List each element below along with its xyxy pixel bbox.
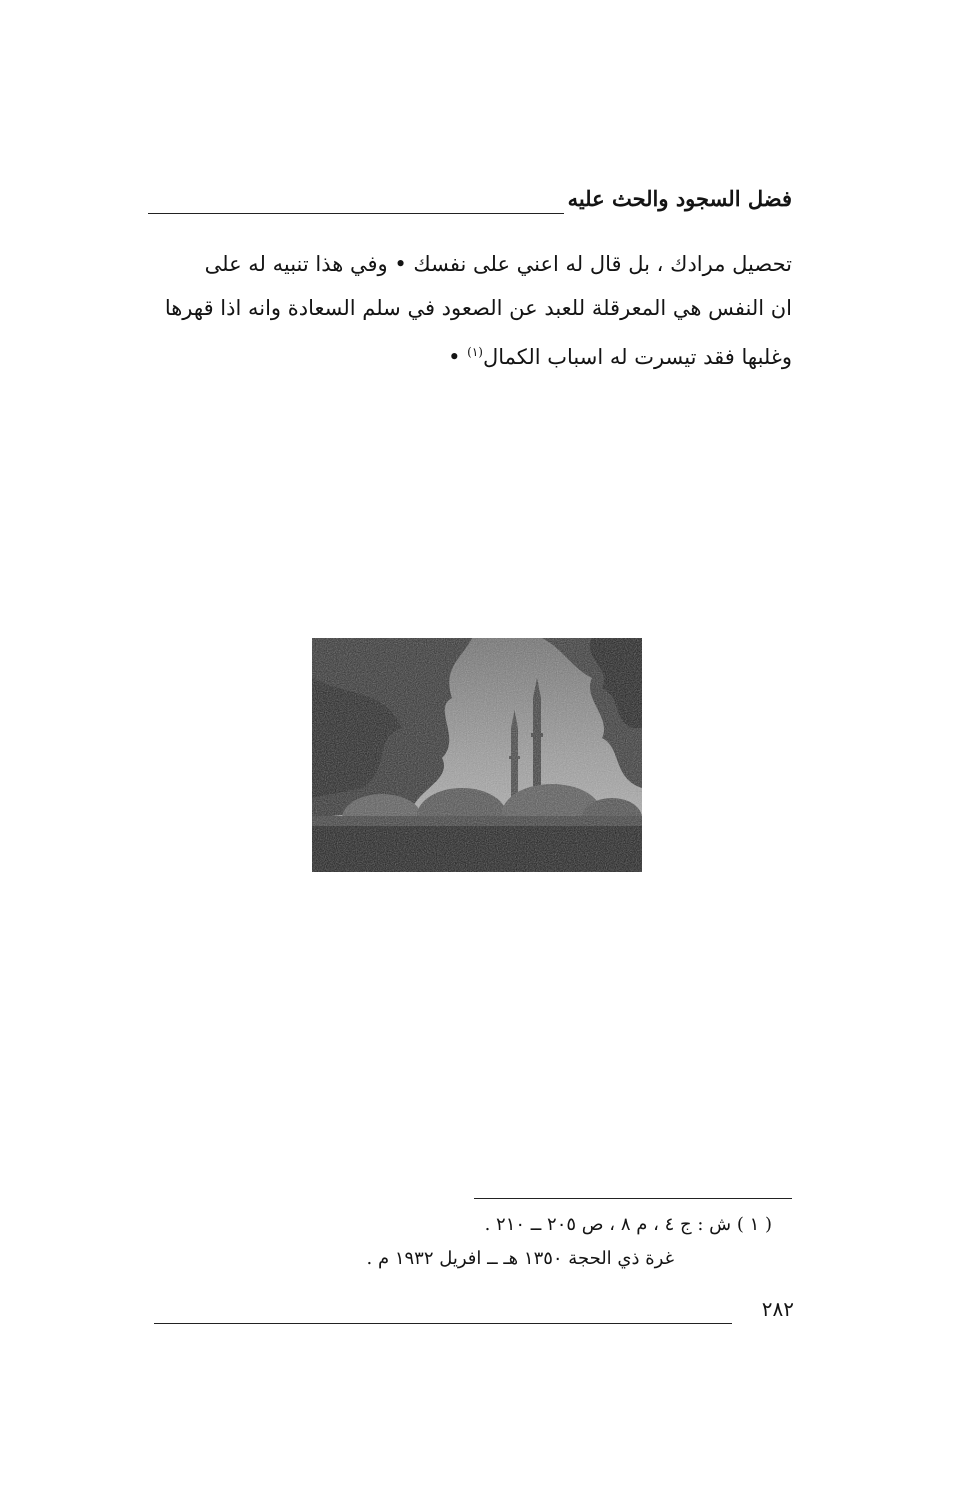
body-line: تحصيل مرادك ، بل قال له اعني على نفسك • وفي هذا تنبيه له على bbox=[204, 252, 792, 276]
mosque-photo bbox=[312, 638, 642, 872]
mosque-photo-graphic bbox=[312, 638, 642, 872]
page-footer bbox=[154, 1294, 794, 1328]
footer-rule bbox=[154, 1323, 732, 1324]
page-header bbox=[148, 184, 792, 218]
body-line: ان النفس هي المعرقلة للعبد عن الصعود في سلم السعادة وانه اذا قهرها bbox=[164, 296, 792, 320]
end-mark: • bbox=[448, 345, 468, 369]
body-paragraph bbox=[146, 242, 792, 379]
page-number: ٢٨٢ bbox=[761, 1297, 794, 1321]
body-line-last bbox=[146, 330, 792, 379]
footnote-rule bbox=[474, 1198, 792, 1199]
footnote bbox=[250, 1208, 772, 1276]
page-title: فضل السجود والحث عليه bbox=[564, 184, 792, 214]
body-line-text: وغلبها فقد تيسرت له اسباب الكمال bbox=[482, 345, 792, 369]
footnote-reference: (١) bbox=[467, 345, 483, 359]
footnote-line: ( ١ ) ش : ج ٤ ، م ٨ ، ص ٢٠٥ ــ ٢١٠ . bbox=[484, 1214, 772, 1235]
footnote-line: غرة ذي الحجة ١٣٥٠ هـ ــ افريل ١٩٣٢ م . bbox=[366, 1248, 674, 1269]
